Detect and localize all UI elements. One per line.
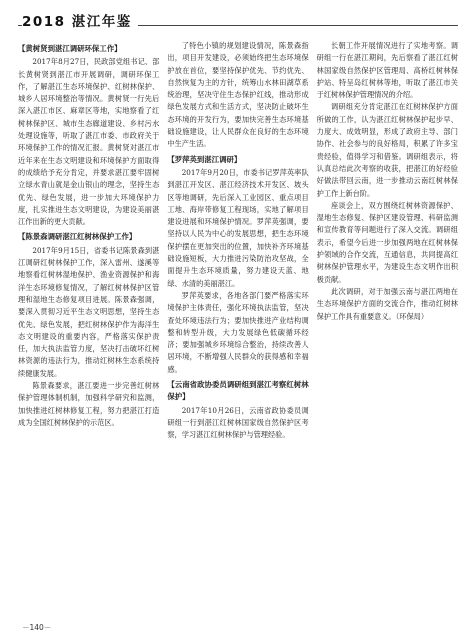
- paragraph: 了特色小镇的规划建设情况，陈景森指出，项目开发建设，必须始终把生态环境保护放在首位，要坚持保护优先、节约优先、自然恢复为主的方针，统筹山水林田湖草系统治理，坚决守住生态保护红线，推动形成绿色发展方式和生活方式，坚决防止破坏生态环境的开发行为，要加快完善生态环境基础设施建设，让人民群众在良好的生态环境中生产生活。: [167, 41, 309, 149]
- text-column-3: [317, 40, 458, 612]
- page-number: －140－: [22, 623, 52, 632]
- paragraph: 陈景森要求，湛江要进一步完善红树林保护管理体制机制，加强科学研究和监测，加快推进红树林修复工程，努力把湛江打造成为全国红树林保护的示范区。: [18, 381, 160, 427]
- paragraph: 长朝工作开展情况进行了实地考察。调研组一行在湛江期间，先后察看了湛江红树林国家级自然保护区管理局、高桥红树林保护站、特呈岛红树林等地，听取了湛江市关于红树林保护管理情况的介绍。: [316, 41, 458, 100]
- article-heading: 【云南省政协委员调研组到湛江考察红树林保护】: [167, 380, 309, 402]
- paragraph: 2017年10月26日，云南省政协委员调研组一行到湛江红树林国家级自然保护区考察，学习湛江红树林保护与管理经验。: [167, 405, 309, 440]
- paragraph: 罗萍英要求，各地各部门要严格落实环境保护主体责任，强化环境执法监管，坚决查处环境违法行为；要加快推进产业结构调整和转型升级，大力发展绿色低碳循环经济；要加强城乡环境综合整治，持续改善人居环境，不断增强人民群众的获得感和幸福感。: [167, 290, 309, 374]
- paragraph: 2017年9月20日，市委书记罗萍英率队到湛江开发区、湛江经济技术开发区、坡头区等地调研，先后深入工业园区、重点项目工地、海岸带修复工程现场，实地了解项目建设进展和环境保护情况。罗萍英强调，要坚持以人民为中心的发展思想，把生态环境保护摆在更加突出的位置，加快补齐环境基础设施短板，大力推进污染防治攻坚战，全面提升生态环境质量，努力建设天蓝、地绿、水清的美丽湛江。: [167, 167, 309, 288]
- text-column-1: [18, 40, 159, 612]
- paragraph: 2017年8月27日，民政部党组书记、部长黄树贤到湛江市开展调研，调研环保工作，了解湛江生态环境保护、红树林保护、城乡人居环境整治等情况。黄树贤一行先后深入湛江市区、麻章区等地，实地察看了红树林保护区、城市生态廊道建设、乡村污水处理设施等，听取了湛江市委、市政府关于环境保护工作的情况汇报。黄树贤对湛江市近年来在生态文明建设和环境保护方面取得的成绩给予充分肯定，并要求湛江要牢固树立绿水青山就是金山银山的理念，坚持生态优先、绿色发展，进一步加大环境保护力度，扎实推进生态文明建设，为建设美丽湛江作出新的更大贡献。: [18, 57, 160, 227]
- paragraph: 2017年9月15日，省委书记陈景森到湛江调研红树林保护工作，深入雷州、遂溪等地察看红树林湿地保护、渔业资源保护和海洋生态环境修复情况，了解红树林保护区管理和湿地生态修复项目进展。陈景森强调，要深入贯彻习近平生态文明思想，坚持生态优先、绿色发展，把红树林保护作为海洋生态文明建设的重要内容，严格落实保护责任，加大执法监管力度，坚决打击破坏红树林资源的违法行为，推动红树林生态系统持续健康发展。: [18, 245, 160, 378]
- text-columns: [18, 40, 458, 612]
- paragraph: 座谈会上，双方围绕红树林资源保护、湿地生态修复、保护区建设管理、科研监测和宣传教育等问题进行了深入交流。调研组表示，希望今后进一步加强两地在红树林保护领域的合作交流，互通信息，共同提高红树林保护管理水平，为建设生态文明作出积极贡献。: [316, 200, 458, 284]
- paragraph: 此次调研，对于加强云南与湛江两地在生态环境保护方面的交流合作，推动红树林保护工作具有重要意义。（环保局）: [316, 286, 458, 321]
- page-header: [0, 10, 468, 36]
- text-column-2: [167, 40, 308, 612]
- article-heading: 【陈景森调研湛江红树林保护工作】: [18, 232, 137, 242]
- article-heading: 【罗萍英到湛江调研】: [167, 154, 242, 164]
- paragraph: 调研组充分肯定湛江在红树林保护方面所做的工作，认为湛江红树林保护起步早、力度大、成效明显，形成了政府主导、部门协作、社会参与的良好格局，积累了许多宝贵经验，值得学习和借鉴。调研组表示，将认真总结此次考察的收获，把湛江的好经验好做法带回云南，进一步推动云南红树林保护工作上新台阶。: [316, 102, 458, 198]
- article-heading: 【黄树贤到湛江调研环保工作】: [18, 44, 122, 53]
- page-title: 2018 湛江年鉴: [22, 10, 138, 30]
